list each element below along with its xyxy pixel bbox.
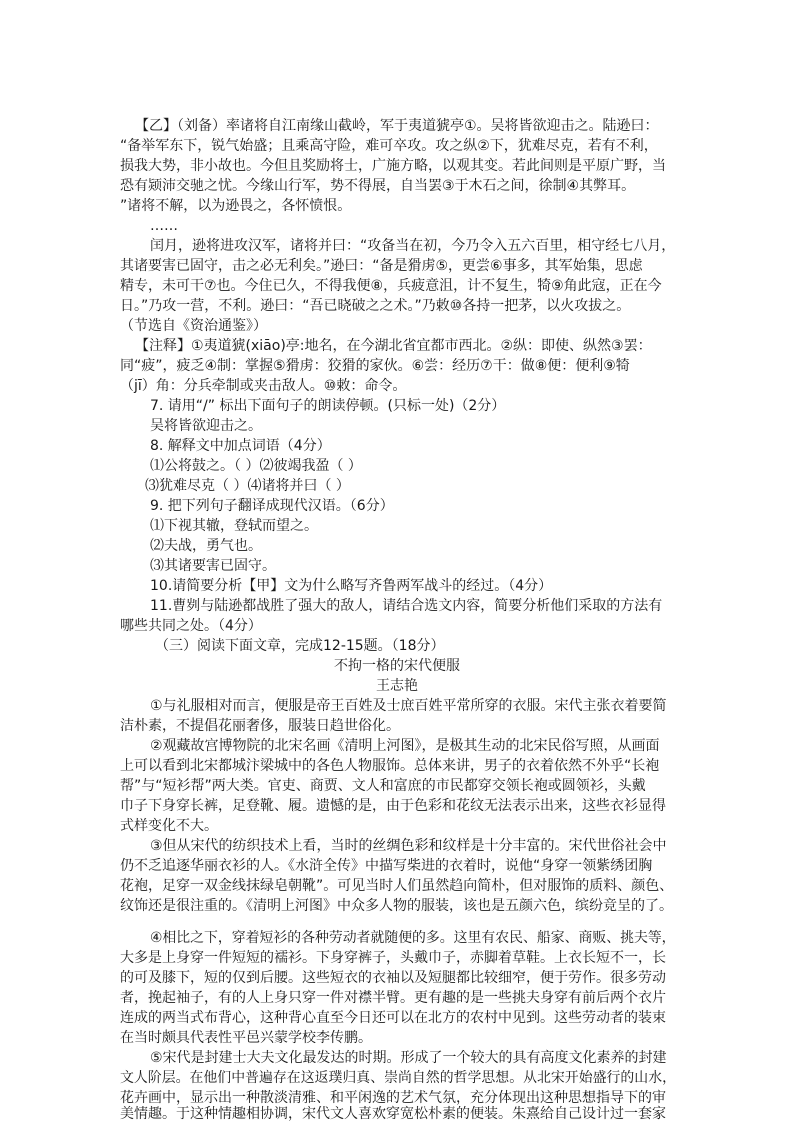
passage-yi-line: 【乙】（刘备）率诸将自江南缘山截岭，军于夷道猇亭①。吴将皆欲迎击之。陆逊曰：	[135, 118, 659, 134]
paragraph-line: 式样变化不大。	[120, 818, 218, 834]
question-line: ⑴公将鼓之。（ ）⑵彼竭我盈（ ）	[150, 458, 362, 474]
paragraph-line: ⑤宋代是封建士大夫文化最发达的时期。形成了一个较大的具有高度文化素养的封建	[150, 1050, 667, 1066]
passage-yi-line: 精专，未可干⑦也。今住已久，不得我便⑧，兵疲意沮，计不复生，犄⑨角此寇，正在今	[120, 278, 662, 294]
paragraph-line: 帮”与“短衫帮”两大类。官吏、商贾、文人和富庶的市民都穿交领长袍或圆领衫，头戴	[120, 778, 646, 794]
paragraph-line: 花袍，足穿一双金线抹绿皂朝靴”。可见当时人们虽然趋向简朴，但对服饰的质料、颜色、	[120, 878, 674, 894]
paragraph-line: ④相比之下，穿着短衫的各种劳动者就随便的多。这里有农民、船家、商贩、挑夫等，	[150, 930, 676, 946]
passage-yi-line: 损我大势，非小故也。今但且奖励将士，广施方略，以观其变。若此间则是平原广野，当	[120, 158, 666, 174]
paragraph-line: 大多是上身穿一件短短的襦衫。下身穿裤子，头戴巾子，赤脚着草鞋。上衣长短不一，长	[120, 950, 666, 966]
paragraph-line: 文人阶层。在他们中普遍存在这返璞归真、崇尚自然的哲学思想。从北宋开始盛行的山水，	[120, 1070, 676, 1086]
paragraph-line: 者，挽起袖子，有的人上身只穿一件对襟半臂。更有趣的是一些挑夫身穿有前后两个衣片	[120, 990, 666, 1006]
article-author: 王志艳	[376, 678, 418, 694]
question-line: 哪些共同之处。（4分）	[120, 618, 262, 634]
question-line: ⑵夫战，勇气也。	[150, 538, 262, 554]
question-9: 9. 把下列句子翻译成现代汉语。（6分）	[150, 498, 394, 514]
paragraph-line: 上可以看到北宋都城汴梁城中的各色人物服饰。总体来讲，男子的衣着依然不外乎“长袍	[120, 758, 660, 774]
paragraph-line: 美情趣。于这种情趣相协调，宋代文人喜欢穿宽松朴素的便装。朱熹给自己设计过一套家	[120, 1106, 666, 1122]
question-line: 吴将皆欲迎击之。	[150, 418, 262, 434]
paragraph-line: 连成的两当式布背心，这种背心直至今日还可以在北方的农村中见到。这些劳动者的装束	[120, 1010, 666, 1026]
annotation-line: （jī）角：分兵牵制或夹击敌人。⑩敕：命令。	[120, 378, 407, 394]
paragraph-line: 洁朴素，不提倡花丽奢侈，服装日趋世俗化。	[120, 718, 400, 734]
paragraph-line: 花卉画中，显示出一种散淡清雅、和平闲逸的艺术气氛，充分体现出这种思想指导下的审	[120, 1090, 666, 1106]
paragraph-line: ①与礼服相对而言，便服是帝王百姓及士庶百姓平常所穿的衣服。宋代主张衣着要简	[150, 698, 667, 714]
article-title: 不拘一格的宋代便服	[334, 658, 460, 674]
paragraph-line: 在当时颇具代表性平邑兴蒙学校李传鹏。	[120, 1030, 372, 1046]
question-line: ⑶其诸要害已固守。	[150, 558, 276, 574]
source-citation: （节选自《资治通鉴》）	[120, 318, 267, 334]
passage-yi-line: 恐有颎沛交驰之忧。今缘山行军，势不得展，自当罢③于木石之间，徐制④其弊耳。	[120, 178, 636, 194]
annotation-line: 同“疲”，疲乏④制：掌握⑤猾虏：狡猾的家伙。⑥尝：经历⑦干：做⑧便：便利⑨犄	[120, 358, 630, 374]
paragraph-line: 纹饰还是很注重的。《清明上河图》中众多人物的服装，该也是五颜六色，缤纷竞呈的了。	[120, 898, 673, 914]
paragraph-line: 仍不乏追逐华丽衣衫的人。《水浒全传》中描写柴进的衣着时，说他“身穿一领紫绣团胸	[120, 858, 653, 874]
passage-yi-line: 闰月，逊将进攻汉军，诸将并曰：“攻备当在初，今乃令入五六百里，相守经七八月，	[150, 238, 676, 254]
passage-yi-line: 日。”乃攻一营，不利。逊曰：“吾已晓破之之术。”乃敕⑩各持一把茅，以火攻拔之。	[120, 298, 631, 314]
ellipsis: ……	[150, 218, 178, 234]
passage-yi-line: ”诸将不解，以为逊畏之，各怀愤恨。	[120, 198, 352, 214]
question-line: ⑴下视其辙，登轼而望之。	[150, 518, 318, 534]
question-8: 8. 解释文中加点词语（4分）	[150, 438, 331, 454]
section-heading: （三）阅读下面文章，完成12-15题。（18分）	[155, 638, 445, 654]
paragraph-line: ②观藏故宫博物院的北宋名画《清明上河图》，是极其生动的北宋民俗写照，从画面	[150, 738, 660, 754]
annotation-line: 【注释】①夷道猇(xiāo)亭:地名，在今湖北省宜都市西北。②纵：即使、纵然③罢：	[135, 338, 652, 354]
paragraph-line: 的可及膝下，短的仅到后腰。这些短衣的衣袖以及短腿都比较细窄，便于劳作。很多劳动	[120, 970, 666, 986]
paragraph-line: ③但从宋代的纺织技术上看，当时的丝绸色彩和纹样是十分丰富的。宋代世俗社会中	[150, 838, 667, 854]
question-11: 11.曹刿与陆逊都战胜了强大的敌人，请结合选文内容，简要分析他们采取的方法有	[150, 598, 663, 614]
passage-yi-line: “备举军东下，锐气始盛；且乘高守险，难可卒攻。攻之纵②下，犹难尽克，若有不利，	[120, 138, 658, 154]
question-7: 7. 请用“/” 标出下面句子的朗读停顿。(只标一处)（2分）	[150, 398, 506, 414]
paragraph-line: 巾子下身穿长裤，足登靴、履。遗憾的是，由于色彩和花纹无法表示出来，这些衣衫显得	[120, 798, 666, 814]
passage-yi-line: 其诸要害已固守，击之必无利矣。”逊曰：“备是猾虏⑤，更尝⑥事多，其军始集，思虑	[120, 258, 643, 274]
question-10: 10.请简要分析【甲】文为什么略写齐鲁两军战斗的经过。（4分）	[150, 578, 553, 594]
question-line: ⑶犹难尽克（ ）⑷诸将并曰（ ）	[145, 478, 350, 494]
